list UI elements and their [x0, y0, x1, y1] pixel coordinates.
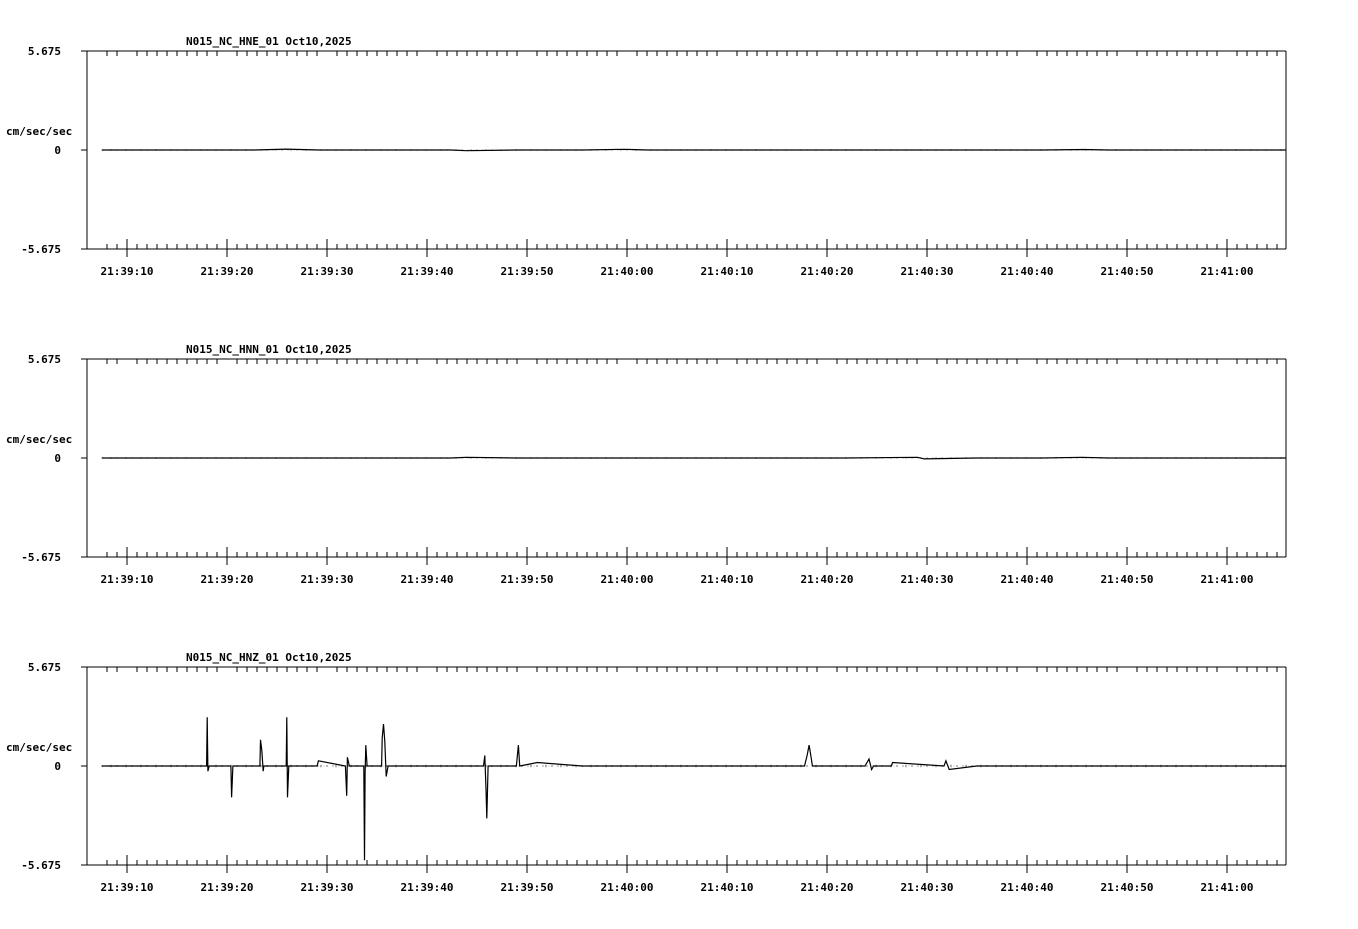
x-tick-label: 21:40:10	[700, 573, 754, 586]
x-tick-label: 21:40:10	[700, 265, 754, 278]
x-tick-label: 21:40:40	[1000, 573, 1054, 586]
x-tick-label: 21:39:20	[200, 881, 254, 894]
x-tick-label: 21:40:10	[700, 881, 754, 894]
x-tick-label: 21:39:50	[500, 265, 554, 278]
x-tick-label: 21:40:30	[900, 881, 954, 894]
x-tick-label: 21:39:30	[300, 573, 354, 586]
trace-line	[102, 457, 1286, 459]
y-axis-label: cm/sec/sec	[6, 125, 73, 138]
x-tick-label: 21:39:40	[400, 573, 454, 586]
x-tick-label: 21:40:40	[1000, 265, 1054, 278]
x-tick-label: 21:39:10	[100, 881, 154, 894]
x-tick-label: 21:40:50	[1100, 573, 1154, 586]
x-tick-label: 21:40:50	[1100, 265, 1154, 278]
x-tick-label: 21:40:00	[600, 881, 654, 894]
panel-title: N015_NC_HNE_01 Oct10,2025	[186, 35, 352, 48]
y-tick-label: 0	[54, 144, 61, 157]
x-tick-label: 21:41:00	[1200, 881, 1254, 894]
trace-noise	[102, 765, 1284, 767]
x-tick-label: 21:40:30	[900, 265, 954, 278]
trace-line	[102, 149, 1286, 151]
x-tick-label: 21:41:00	[1200, 265, 1254, 278]
x-tick-label: 21:39:10	[100, 573, 154, 586]
x-tick-label: 21:40:20	[800, 573, 854, 586]
y-axis-label: cm/sec/sec	[6, 741, 73, 754]
x-tick-label: 21:39:20	[200, 573, 254, 586]
x-tick-label: 21:39:30	[300, 881, 354, 894]
x-tick-label: 21:40:50	[1100, 881, 1154, 894]
x-tick-label: 21:40:00	[600, 573, 654, 586]
x-tick-label: 21:41:00	[1200, 573, 1254, 586]
y-tick-label: 5.675	[27, 661, 61, 674]
trace-line	[102, 717, 1286, 860]
y-tick-label: 0	[54, 760, 61, 773]
x-tick-label: 21:39:10	[100, 265, 154, 278]
x-tick-label: 21:39:20	[200, 265, 254, 278]
y-tick-label: -5.675	[21, 243, 61, 256]
y-tick-label: 5.675	[27, 45, 61, 58]
y-tick-label: -5.675	[21, 859, 61, 872]
x-tick-label: 21:39:40	[400, 881, 454, 894]
x-tick-label: 21:40:20	[800, 881, 854, 894]
x-tick-label: 21:40:00	[600, 265, 654, 278]
panel-title: N015_NC_HNZ_01 Oct10,2025	[186, 651, 352, 664]
x-tick-label: 21:39:50	[500, 881, 554, 894]
x-tick-label: 21:39:40	[400, 265, 454, 278]
x-tick-label: 21:40:20	[800, 265, 854, 278]
y-axis-label: cm/sec/sec	[6, 433, 73, 446]
y-tick-label: -5.675	[21, 551, 61, 564]
x-tick-label: 21:40:40	[1000, 881, 1054, 894]
x-tick-label: 21:40:30	[900, 573, 954, 586]
x-tick-label: 21:39:50	[500, 573, 554, 586]
y-tick-label: 0	[54, 452, 61, 465]
x-tick-label: 21:39:30	[300, 265, 354, 278]
panel-title: N015_NC_HNN_01 Oct10,2025	[186, 343, 352, 356]
y-tick-label: 5.675	[27, 353, 61, 366]
